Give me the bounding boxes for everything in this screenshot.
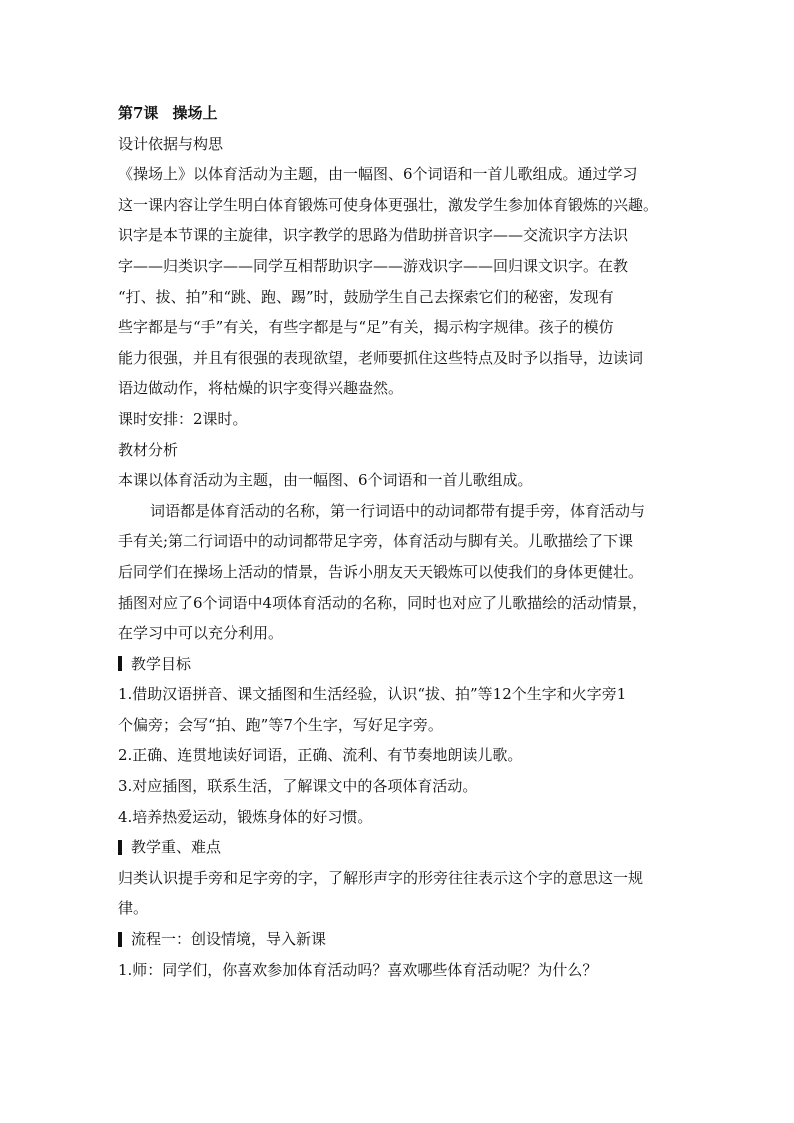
analysis-line: 在学习中可以充分利用。 — [118, 624, 284, 643]
lesson-title — [118, 98, 684, 129]
design-line: 些字都是与“手”有关，有些字都是与“足”有关，揭示构字规律。孩子的模仿 — [118, 318, 614, 337]
section-marker-icon — [118, 932, 122, 947]
goal-line: 2.正确、连贯地读好词语，正确、流利、有节奏地朗读儿歌。 — [118, 746, 523, 765]
design-line: 语边做动作，将枯燥的识字变得兴趣盎然。 — [118, 379, 404, 398]
design-heading: 设计依据与构思 — [118, 134, 224, 153]
focus-line: 律。 — [118, 899, 149, 918]
document-page — [118, 98, 684, 985]
focus-section-heading — [118, 832, 684, 863]
analysis-line: 词语都是体育活动的名称，第一行词语中的动词都带有提手旁，体育活动与 — [150, 501, 646, 520]
analysis-intro: 本课以体育活动为主题，由一幅图、6个词语和一首儿歌组成。 — [118, 471, 533, 490]
analysis-heading: 教材分析 — [118, 440, 179, 459]
schedule-text: 课时安排：2课时。 — [118, 409, 248, 428]
section-marker-icon — [118, 656, 122, 671]
design-line: 字——归类识字——同学互相帮助识字——游戏识字——回归课文识字。在教 — [118, 256, 629, 275]
focus-heading: 教学重、难点 — [131, 838, 222, 857]
process-heading: 流程一：创设情境，导入新课 — [131, 930, 327, 949]
goal-line: 3.对应插图，联系生活，了解课文中的各项体育活动。 — [118, 777, 478, 796]
design-line: 这一课内容让学生明白体育锻炼可使身体更强壮，激发学生参加体育锻炼的兴趣。 — [118, 195, 659, 214]
design-line: 识字是本节课的主旋律，识字教学的思路为借助拼音识字——交流识字方法识 — [118, 226, 629, 245]
analysis-line: 插图对应了6个词语中4项体育活动的名称，同时也对应了儿歌描绘的活动情景， — [118, 593, 648, 612]
process-section-heading — [118, 924, 684, 955]
design-line: 能力很强，并且有很强的表现欲望，老师要抓住这些特点及时予以指导，边读词 — [118, 348, 644, 367]
design-line: “打、拔、拍”和“跳、跑、踢”时，鼓励学生自己去探索它们的秘密，发现有 — [118, 287, 614, 306]
goal-line: 4.培养热爱运动，锻炼身体的好习惯。 — [118, 807, 373, 826]
process-line: 1.师：同学们，你喜欢参加体育活动吗？喜欢哪些体育活动呢？为什么？ — [118, 960, 598, 979]
goal-line: 个偏旁；会写“拍、跑”等7个生字，写好足字旁。 — [118, 715, 443, 734]
design-line: 《操场上》以体育活动为主题，由一幅图、6个词语和一首儿歌组成。通过学习 — [118, 165, 638, 184]
analysis-line: 后同学们在操场上活动的情景，告诉小朋友天天锻炼可以使我们的身体更健壮。 — [118, 562, 644, 581]
goals-section-heading — [118, 649, 684, 680]
lesson-name: 操场上 — [172, 104, 218, 122]
section-marker-icon — [118, 840, 122, 855]
goal-line: 1.借助汉语拼音、课文插图和生活经验，认识“拔、拍”等12个生字和火字旁1 — [118, 685, 627, 704]
lesson-number: 第7课 — [118, 104, 159, 122]
focus-line: 归类认识提手旁和足字旁的字，了解形声字的形旁往往表示这个字的意思这一规 — [118, 868, 644, 887]
goals-heading: 教学目标 — [131, 654, 192, 673]
analysis-line: 手有关;第二行词语中的动词都带足字旁，体育活动与脚有关。儿歌描绘了下课 — [118, 532, 634, 551]
